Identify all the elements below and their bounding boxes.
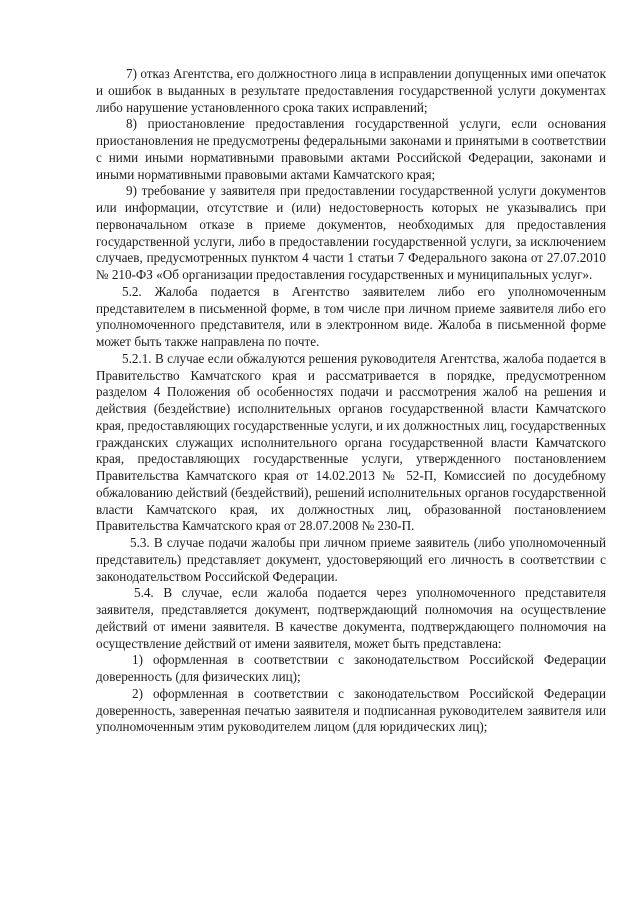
paragraph-5-4-item-1: 1) оформленная в соответствии с законодательством Российской Федерации доверенность (для физических лиц); — [96, 652, 606, 684]
paragraph-5-2-1: 5.2.1. В случае если обжалуются решения руководителя Агентства, жалоба подается в Правительство Камчатского края и рассматривается в порядке, предусмотренном разделом 4 Положения об особенностях подачи и рассмотрения жалоб на решения и действия (бездействие) исполнительных органов государственной власти Камчатского края, предоставляющих государственные услуги, и их должностных лиц, государственных гражданских служащих исполнительного органа государственной власти Камчатского края, предоставляющих государственные услуги, утвержденного постановлением Правительства Камчатского края от 14.02.2013 № 52-П, Комиссией по досудебному обжалованию действий (бездействий), решений исполнительных органов государственной власти Камчатского края, их должностных лиц, образованной постановлением Правительства Камчатского края от 28.07.2008 № 230-П. — [96, 350, 606, 534]
paragraph-5-3: 5.3. В случае подачи жалобы при личном приеме заявитель (либо уполномоченный представитель) представляет документ, удостоверяющий его личность в соответствии с законодательством Российской Федерации. — [96, 535, 606, 584]
paragraph-item-7: 7) отказ Агентства, его должностного лица в исправлении допущенных ими опечаток и ошибок в выданных в результате предоставления государственной услуги документах либо нарушение установленного срока таких исправлений; — [96, 66, 606, 115]
paragraph-5-4-item-2: 2) оформленная в соответствии с законодательством Российской Федерации доверенность, заверенная печатью заявителя и подписанная руководителем заявителя или уполномоченным этим руководителем лицом (для юридических лиц); — [96, 685, 606, 735]
paragraph-5-2: 5.2. Жалоба подается в Агентство заявителем либо его уполномоченным представителем в письменной форме, в том числе при личном приеме заявителя либо его уполномоченного представителя, или в электронном виде. Жалоба в письменной форме может быть также направлена по почте. — [96, 283, 606, 349]
paragraph-item-8: 8) приостановление предоставления государственной услуги, если основания приостановления не предусмотрены федеральными законами и принятыми в соответствии с ними иными нормативными правовыми актами Российской Федерации, законами и иными нормативными правовыми актами Камчатского края; — [96, 116, 606, 182]
paragraph-5-4: 5.4. В случае, если жалоба подается через уполномоченного представителя заявителя, представляется документ, подтверждающий полномочия на осуществление действий от имени заявителя. В качестве документа, подтверждающего полномочия на осуществление действий от имени заявителя, может быть представлена: — [96, 585, 606, 651]
paragraph-item-9: 9) требование у заявителя при предоставлении государственной услуги документов или информации, отсутствие и (или) недостоверность которых не указывались при первоначальном отказе в приеме документов, необходимых для предоставления государственной услуги, либо в предоставлении государственной услуги, за исключением случаев, предусмотренных пунктом 4 части 1 статьи 7 Федерального закона от 27.07.2010 № 210-ФЗ «Об организации предоставления государственных и муниципальных услуг». — [96, 183, 606, 282]
